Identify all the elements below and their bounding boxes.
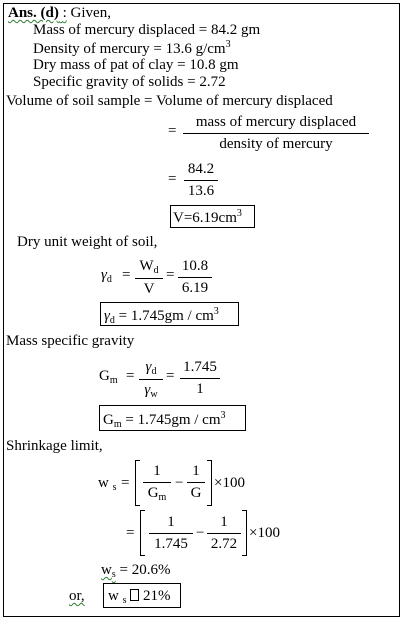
volume-eq-2: = bbox=[168, 171, 177, 187]
dry-unit-lhs: $\gamma_d$ bbox=[101, 267, 112, 285]
volume-fraction bbox=[183, 114, 369, 153]
shrinkage-times-2: ×100 bbox=[249, 525, 280, 541]
volume-frac-den: density of mercury bbox=[219, 136, 333, 152]
given-dry-mass: Dry mass of pat of clay = 10.8 gm bbox=[33, 57, 239, 73]
mass-sg-label: Mass specific gravity bbox=[6, 333, 135, 349]
missing-glyph-icon bbox=[130, 589, 139, 601]
shrinkage-or: or, bbox=[69, 588, 85, 604]
dry-unit-eq-1: = bbox=[122, 267, 131, 283]
given-specific-gravity: Specific gravity of solids = 2.72 bbox=[33, 74, 226, 90]
mass-sg-lhs: $G_m$ bbox=[99, 368, 118, 386]
mass-sg-eq-2: = bbox=[166, 368, 175, 384]
dry-unit-v: V bbox=[143, 281, 155, 297]
dry-unit-num: 10.8 bbox=[181, 258, 209, 274]
shrinkage-times-1: ×100 bbox=[214, 475, 245, 491]
volume-statement: Volume of soil sample = Volume of mercury displaced bbox=[6, 93, 333, 109]
volume-value-fraction bbox=[184, 161, 218, 200]
answer-heading bbox=[8, 6, 111, 21]
dry-unit-result: $\gamma_d = 1.745gm / cm^3$ bbox=[104, 306, 219, 326]
volume-result: $V=6.19cm^3$ bbox=[173, 208, 242, 226]
shrinkage-minus-1: − bbox=[175, 475, 184, 491]
shrinkage-result: $w_s = 20.6\%$ bbox=[101, 562, 171, 580]
volume-eq-1: = bbox=[168, 123, 177, 139]
mass-sg-den-sym: $\gamma_w$ bbox=[144, 382, 158, 400]
shrinkage-eq-1: = bbox=[121, 475, 130, 491]
shrinkage-lhs: w $_s$ bbox=[98, 475, 117, 493]
shrinkage-final: w $_s$ 21% bbox=[108, 588, 171, 606]
shrinkage-bracket-right-2 bbox=[242, 510, 247, 556]
dry-unit-eq-2: = bbox=[166, 267, 175, 283]
dry-unit-den: 6.19 bbox=[181, 280, 209, 296]
shrinkage-frac-g: 1 G bbox=[187, 463, 205, 502]
mass-sg-num-sym: $\gamma_d$ bbox=[145, 359, 157, 377]
shrinkage-minus-2: − bbox=[196, 525, 205, 541]
volume-num-value: 84.2 bbox=[187, 161, 215, 177]
mass-sg-eq-1: = bbox=[126, 368, 135, 384]
answer-label: Ans. (d) bbox=[8, 5, 59, 21]
mass-sg-value-fraction bbox=[180, 359, 220, 398]
shrinkage-label: Shrinkage limit, bbox=[6, 438, 103, 454]
dry-unit-symbol-fraction bbox=[135, 258, 163, 298]
mass-sg-num: 1.745 bbox=[183, 359, 217, 375]
mass-sg-result: $G_m = 1.745gm / cm^3$ bbox=[103, 410, 226, 430]
dry-unit-w: $W_d$ bbox=[139, 258, 159, 276]
shrinkage-frac-v2: 1 2.72 bbox=[207, 514, 241, 553]
given-label: Given, bbox=[70, 5, 111, 21]
mass-sg-den: 1 bbox=[196, 381, 204, 397]
volume-den-value: 13.6 bbox=[187, 183, 215, 199]
given-mercury-mass: Mass of mercury displaced = 84.2 gm bbox=[33, 22, 261, 38]
shrinkage-eq-2: = bbox=[126, 525, 135, 541]
shrinkage-frac-gm: 1 $G_m$ bbox=[143, 463, 171, 503]
answer-sep: : bbox=[62, 5, 67, 21]
shrinkage-bracket-left-1 bbox=[135, 460, 140, 506]
volume-frac-num: mass of mercury displaced bbox=[195, 114, 357, 130]
dry-unit-value-fraction bbox=[178, 258, 212, 297]
shrinkage-frac-v1: 1 1.745 bbox=[149, 514, 193, 553]
given-mercury-density: Density of mercury = 13.6 $g/cm^3$ bbox=[33, 39, 231, 57]
mass-sg-symbol-fraction bbox=[139, 359, 163, 400]
shrinkage-bracket-left-2 bbox=[140, 510, 145, 556]
shrinkage-bracket-right-1 bbox=[207, 460, 212, 506]
dry-unit-label: Dry unit weight of soil, bbox=[17, 234, 158, 250]
